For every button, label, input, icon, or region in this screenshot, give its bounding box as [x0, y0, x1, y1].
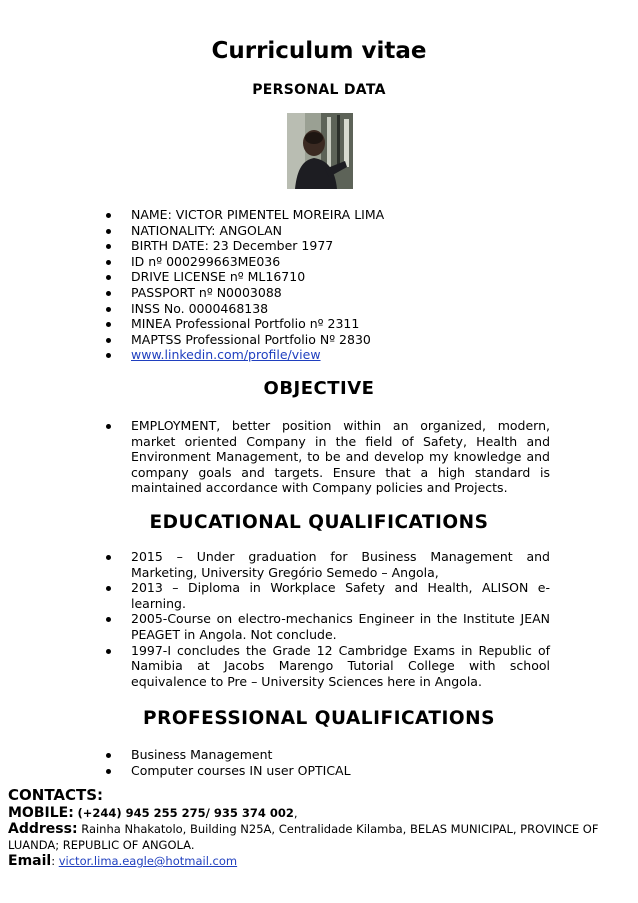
section-heading-personal-data: PERSONAL DATA [252, 82, 386, 98]
professional-list [97, 747, 550, 778]
list-item: 1997-I concludes the Grade 12 Cambridge Exams in Republic of Namibia at Jacobs Marengo Tutorial College with school equivalence to Pre – University Sciences here in Angola. [97, 643, 550, 690]
list-item: INSS No. 0000468138 [97, 301, 457, 317]
list-item: Computer courses IN user OPTICAL [97, 763, 550, 779]
list-item: NATIONALITY: ANGOLAN [97, 223, 457, 239]
address-label: Address: [8, 821, 78, 837]
email-separator: : [51, 854, 56, 868]
list-item: PASSPORT nº N0003088 [97, 285, 457, 301]
list-item: ID nº 000299663ME036 [97, 254, 457, 270]
document-title: Curriculum vitae [211, 38, 427, 64]
list-item: 2005-Course on electro-mechanics Engineer in the Institute JEAN PEAGET in Angola. Not conclude. [97, 611, 550, 642]
objective-list [97, 418, 550, 496]
section-heading-education: EDUCATIONAL QUALIFICATIONS [149, 512, 489, 533]
section-heading-professional: PROFESSIONAL QUALIFICATIONS [143, 708, 495, 729]
list-item: MAPTSS Professional Portfolio Nº 2830 [97, 332, 457, 348]
list-item: DRIVE LICENSE nº ML16710 [97, 269, 457, 285]
personal-data-list [97, 207, 457, 363]
address-value: Rainha Nhakatolo, Building N25A, Centralidade Kilamba, BELAS MUNICIPAL, PROVINCE OF LUANDA; REPUBLIC OF ANGOLA. [8, 822, 599, 852]
email-link[interactable]: victor.lima.eagle@hotmail.com [58, 854, 238, 868]
mobile-label: MOBILE: [8, 805, 74, 821]
list-item: MINEA Professional Portfolio nº 2311 [97, 316, 457, 332]
education-list [97, 549, 550, 689]
list-item: Business Management [97, 747, 550, 763]
mobile-row [8, 805, 632, 821]
email-label: Email [8, 853, 52, 869]
list-item: EMPLOYMENT, better position within an organized, modern, market oriented Company in the field of Safety, Health and Environment Management, to be and develop my knowledge and company goals and targets. Ensure that a high standard is maintained accordance with Company policies and Projects. [97, 418, 550, 496]
list-item: 2013 – Diploma in Workplace Safety and Health, ALISON e-learning. [97, 580, 550, 611]
list-item: 2015 – Under graduation for Business Management and Marketing, University Gregório Semedo – Angola, [97, 549, 550, 580]
address-row [8, 821, 632, 853]
list-item: NAME: VICTOR PIMENTEL MOREIRA LIMA [97, 207, 457, 223]
linkedin-link[interactable]: www.linkedin.com/profile/view [131, 347, 321, 363]
contacts-section [8, 785, 632, 869]
mobile-value: (+244) 945 255 275/ 935 374 002 [77, 806, 294, 820]
email-row [8, 853, 632, 869]
section-heading-objective: OBJECTIVE [263, 378, 375, 399]
list-item: BIRTH DATE: 23 December 1977 [97, 238, 457, 254]
profile-photo [287, 113, 353, 189]
mobile-suffix: , [293, 806, 298, 820]
list-item-linkedin [97, 347, 457, 363]
contacts-title: CONTACTS: [8, 786, 104, 804]
